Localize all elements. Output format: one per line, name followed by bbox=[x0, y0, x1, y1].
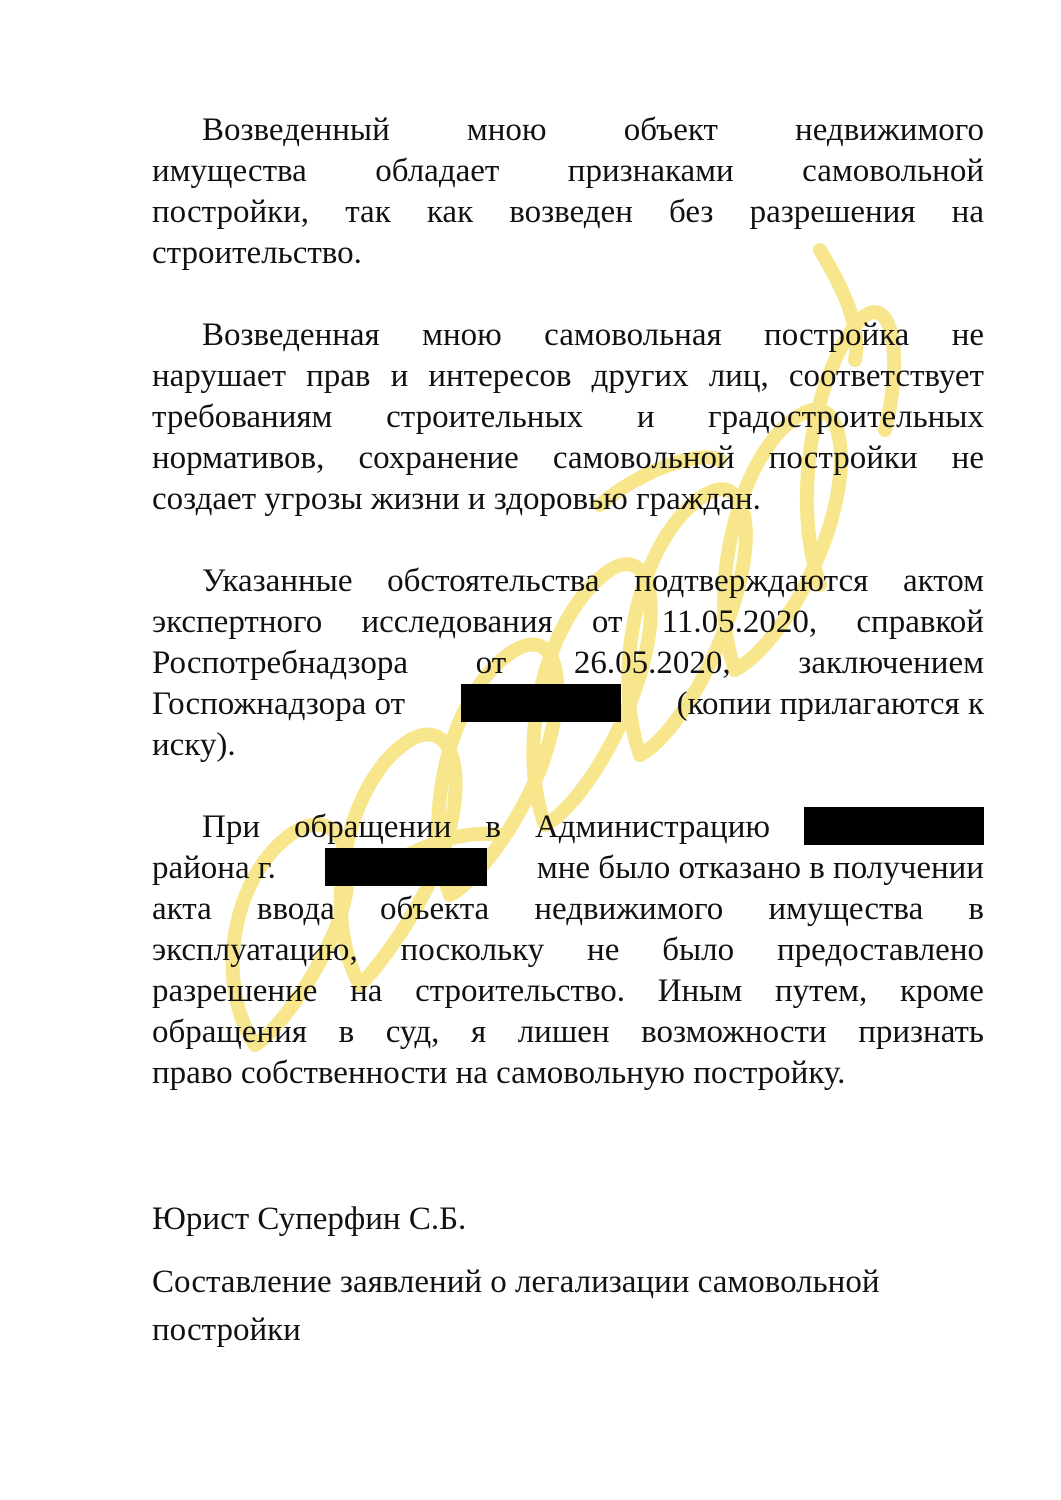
document-body bbox=[152, 110, 984, 1094]
p2-line-1: Возведенная мною самовольная постройка не bbox=[202, 317, 984, 353]
p2-line-3: требованиям строительных и градостроительных bbox=[152, 399, 984, 435]
redaction-box bbox=[325, 848, 487, 886]
footer-line-2: постройки bbox=[152, 1312, 301, 1348]
p3-line-1: Указанные обстоятельства подтверждаются актом bbox=[202, 563, 984, 599]
p4-line-4: эксплуатацию, поскольку не было предоставлено bbox=[152, 932, 984, 968]
paragraph-2 bbox=[152, 315, 984, 520]
p4-line-7: право собственности на самовольную постройку. bbox=[152, 1055, 846, 1091]
p2-line-5: создает угрозы жизни и здоровью граждан. bbox=[152, 481, 761, 517]
redaction-box bbox=[461, 684, 621, 722]
p4-line-6: обращения в суд, я лишен возможности признать bbox=[152, 1014, 984, 1050]
p4-line-5: разрешение на строительство. Иным путем, кроме bbox=[152, 973, 984, 1009]
redaction-box bbox=[804, 807, 984, 845]
p4-line-1: При обращении в Администрацию bbox=[152, 807, 984, 848]
footer-line-1: Составление заявлений о легализации самовольной bbox=[152, 1264, 880, 1300]
p1-line-3: постройки, так как возведен без разрешения на bbox=[152, 194, 984, 230]
p4-line-3: акта ввода объекта недвижимого имущества в bbox=[152, 891, 984, 927]
p3-line-2: экспертного исследования от 11.05.2020, справкой bbox=[152, 604, 984, 640]
p3-line-4: Госпожнадзора от (копии прилагаются к bbox=[152, 686, 984, 722]
signature-line: Юрист Суперфин С.Б. bbox=[152, 1201, 467, 1237]
paragraph-3 bbox=[152, 561, 984, 766]
p1-line-4: строительство. bbox=[152, 235, 362, 271]
p3-line-3: Роспотребнадзора от 26.05.2020, заключением bbox=[152, 645, 984, 681]
p2-line-4: нормативов, сохранение самовольной постройки не bbox=[152, 440, 984, 476]
paragraph-1 bbox=[152, 110, 984, 274]
p3-line-5: иску). bbox=[152, 727, 236, 763]
p1-line-1: Возведенный мною объект недвижимого bbox=[202, 112, 984, 148]
p2-line-2: нарушает прав и интересов других лиц, соответствует bbox=[152, 358, 984, 394]
p4-line-2: района г. мне было отказано в получении bbox=[152, 850, 984, 886]
paragraph-4 bbox=[152, 807, 984, 1094]
p1-line-2: имущества обладает признаками самовольной bbox=[152, 153, 984, 189]
